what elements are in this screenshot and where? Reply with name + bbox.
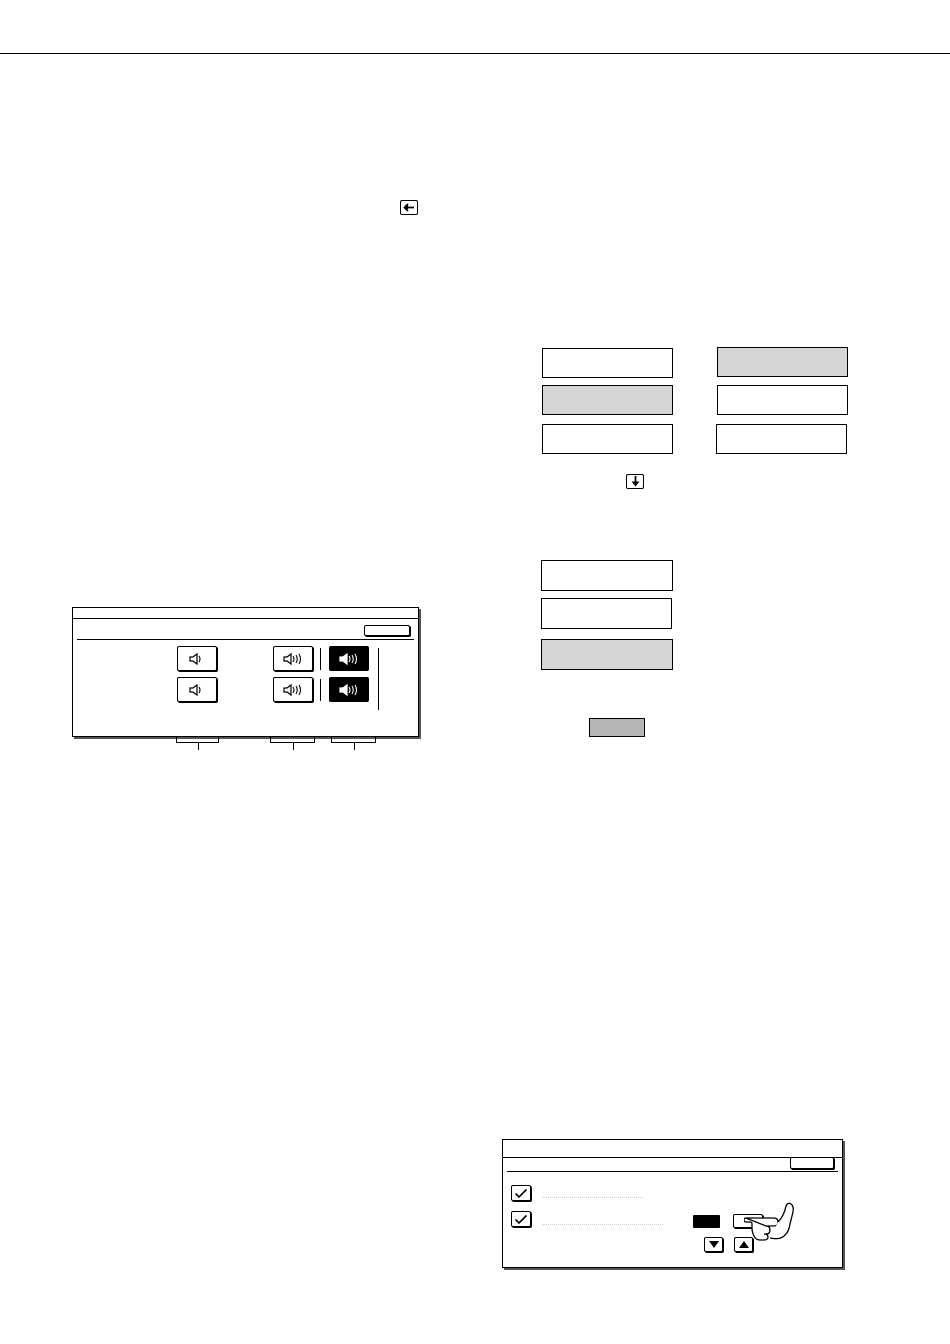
speaker-icon (188, 683, 206, 697)
ok-button[interactable] (364, 625, 410, 636)
speaker-icon (282, 652, 304, 666)
setting-checkbox-2[interactable] (511, 1211, 531, 1227)
increase-button[interactable] (734, 1237, 753, 1252)
header-rule (0, 53, 950, 54)
gray-key-button[interactable] (589, 718, 645, 737)
list-option-1[interactable] (541, 560, 673, 591)
volume-high-button[interactable] (329, 677, 369, 702)
up-triangle-icon (739, 1241, 749, 1248)
volume-low-button[interactable] (177, 677, 217, 702)
volume-low-button[interactable] (177, 646, 217, 671)
speaker-icon (188, 652, 206, 666)
option-button-4[interactable] (717, 385, 848, 415)
volume-settings-panel (72, 607, 419, 737)
speaker-icon (338, 683, 360, 697)
speaker-icon (338, 652, 360, 666)
decrease-button[interactable] (704, 1237, 723, 1252)
down-arrow-icon (626, 474, 644, 489)
setting-checkbox-1[interactable] (511, 1185, 531, 1201)
setting-label-2 (543, 1224, 663, 1225)
down-triangle-icon (709, 1241, 719, 1248)
option-button-1[interactable] (542, 348, 673, 378)
back-arrow-icon (400, 200, 418, 215)
option-button-5[interactable] (542, 424, 673, 454)
panel-header-rule (77, 639, 414, 640)
option-button-3[interactable] (542, 385, 673, 415)
callout-bracket-high (331, 737, 376, 743)
speaker-icon (282, 683, 304, 697)
checkmark-icon (514, 1188, 528, 1199)
panel-right-divider (378, 648, 379, 710)
panel-header-rule (507, 1171, 838, 1172)
checkmark-icon (514, 1214, 528, 1225)
option-button-2[interactable] (717, 347, 848, 377)
volume-medium-button[interactable] (273, 677, 313, 702)
ok-button[interactable] (790, 1157, 834, 1169)
panel-title-rule (73, 618, 418, 619)
volume-high-button[interactable] (329, 646, 369, 671)
callout-bracket-low (176, 737, 219, 743)
row-divider (320, 679, 321, 701)
callout-bracket-medium (270, 737, 315, 743)
value-display (693, 1215, 720, 1228)
list-option-3[interactable] (541, 639, 673, 670)
row-divider (320, 648, 321, 670)
option-button-6[interactable] (716, 424, 847, 454)
setting-label-1 (543, 1197, 643, 1198)
settings-panel (502, 1139, 843, 1268)
volume-medium-button[interactable] (273, 646, 313, 671)
list-option-2[interactable] (541, 598, 672, 629)
